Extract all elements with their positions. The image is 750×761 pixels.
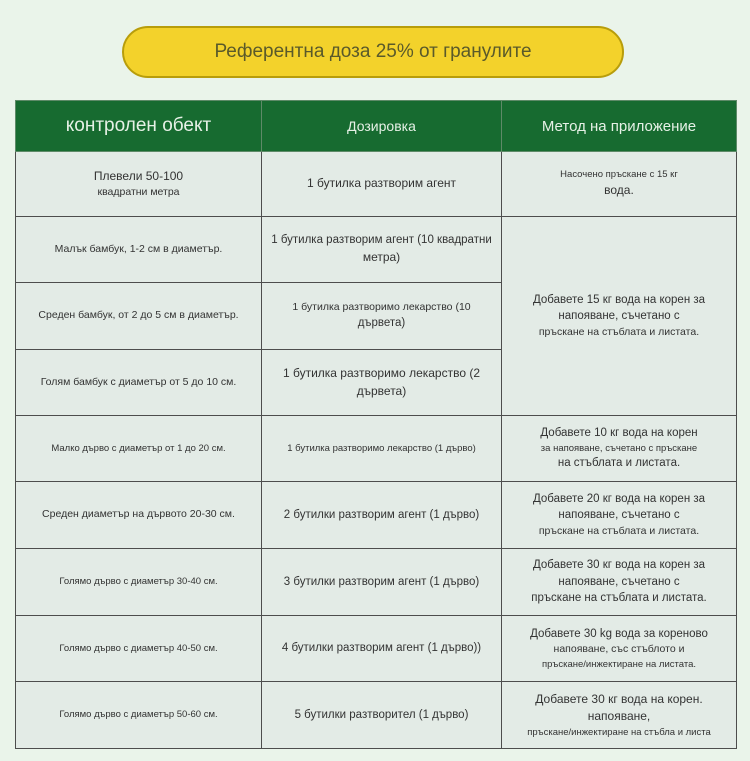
cell-text: пръскане на стъблата и листата. — [538, 326, 700, 339]
cell-text: Малък бамбук, 1-2 см в диаметър. — [54, 242, 223, 255]
table-row — [16, 549, 737, 616]
method-cell — [502, 616, 737, 682]
object-cell — [16, 152, 262, 217]
header-method: Метод на приложение — [502, 101, 737, 152]
method-cell — [502, 549, 737, 616]
cell-text: за напояване, съчетано с пръскане — [540, 442, 698, 454]
cell-text: 2 бутилки разтворим агент (1 дърво) — [283, 508, 480, 521]
dosage-table — [15, 100, 737, 749]
object-cell — [16, 549, 262, 616]
table-row — [16, 682, 737, 749]
object-cell — [16, 217, 262, 283]
header-dosage: Дозировка — [262, 101, 502, 152]
cell-text: пръскане на стъблата и листата. — [538, 525, 700, 538]
cell-text: Плевели 50-100 — [93, 168, 184, 183]
table-row — [16, 616, 737, 682]
cell-text: 3 бутилки разтворим агент (1 дърво) — [283, 575, 480, 588]
cell-text: метра) — [362, 250, 401, 265]
cell-text: Добавете 15 кг вода на корен за — [532, 293, 706, 306]
object-cell — [16, 682, 262, 749]
cell-text: 1 бутилка разтворимо лекарство (10 — [292, 301, 471, 314]
cell-text: 1 бутилка разтворимо лекарство (1 дърво) — [287, 442, 476, 454]
cell-text: Добавете 30 кг вода на корен. — [535, 691, 703, 706]
cell-text: напояване, — [587, 709, 651, 724]
dosage-cell — [262, 682, 502, 749]
cell-text: пръскане/инжектиране на листата. — [541, 658, 697, 670]
method-cell — [502, 682, 737, 749]
object-cell — [16, 416, 262, 482]
dosage-cell — [262, 152, 502, 217]
cell-text: напояване, съчетано с — [558, 509, 680, 522]
title-banner: Референтна доза 25% от гранулите — [122, 26, 624, 78]
object-cell — [16, 482, 262, 549]
cell-text: 1 бутилка разтворим агент — [306, 176, 456, 191]
cell-text: дървета) — [356, 383, 407, 398]
cell-text: 5 бутилки разтворител (1 дърво) — [294, 708, 469, 721]
method-cell — [502, 416, 737, 482]
cell-text: дървета) — [357, 317, 406, 330]
cell-text: Добавете 10 кг вода на корен — [540, 426, 698, 439]
cell-text: пръскане на стъблата и листата. — [531, 592, 707, 605]
dosage-cell — [262, 616, 502, 682]
dosage-cell — [262, 217, 502, 283]
cell-text: Голямо дърво с диаметър 30-40 см. — [59, 576, 218, 588]
object-cell — [16, 283, 262, 350]
cell-text: Голямо дърво с диаметър 40-50 см. — [59, 642, 218, 654]
cell-text: Среден диаметър на дървото 20-30 см. — [42, 508, 235, 521]
table-row — [16, 416, 737, 482]
dosage-cell — [262, 350, 502, 416]
table-row — [16, 217, 737, 283]
dosage-cell — [262, 416, 502, 482]
dosage-cell — [262, 283, 502, 350]
cell-text: 4 бутилки разтворим агент (1 дърво)) — [281, 642, 482, 655]
cell-text: пръскане/инжектиране на стъбла и листа — [527, 726, 711, 738]
method-cell-shared — [502, 217, 737, 416]
cell-text: Добавете 30 kg вода за кореново — [530, 627, 708, 640]
cell-text: Малко дърво с диаметър от 1 до 20 см. — [51, 442, 226, 454]
cell-text: Добавете 20 кг вода на корен за — [532, 492, 706, 505]
cell-text: вода. — [604, 183, 634, 198]
cell-text: Голям бамбук с диаметър от 5 до 10 см. — [40, 375, 237, 388]
header-object: контролен обект — [16, 101, 262, 152]
cell-text: Среден бамбук, от 2 до 5 см в диаметър. — [38, 309, 239, 322]
object-cell — [16, 616, 262, 682]
method-cell — [502, 482, 737, 549]
cell-text: квадратни метра — [97, 186, 180, 199]
cell-text: Добавете 30 кг вода на корен за — [532, 558, 706, 571]
method-cell — [502, 152, 737, 217]
cell-text: напояване, съчетано с — [558, 310, 680, 323]
cell-text: напояване, съчетано с — [558, 575, 680, 588]
cell-text: 1 бутилка разтворимо лекарство (2 — [282, 366, 481, 381]
cell-text: Насочено пръскане с 15 кг — [560, 169, 678, 181]
cell-text: на стъблата и листата. — [557, 457, 681, 470]
cell-text: напояване, със стъблото и — [553, 643, 685, 656]
cell-text: 1 бутилка разтворим агент (10 квадратни — [271, 234, 492, 247]
cell-text: Голямо дърво с диаметър 50-60 см. — [59, 709, 218, 721]
dosage-cell — [262, 482, 502, 549]
object-cell — [16, 350, 262, 416]
table-row — [16, 482, 737, 549]
header-row — [16, 101, 737, 152]
dosage-cell — [262, 549, 502, 616]
table-row — [16, 152, 737, 217]
